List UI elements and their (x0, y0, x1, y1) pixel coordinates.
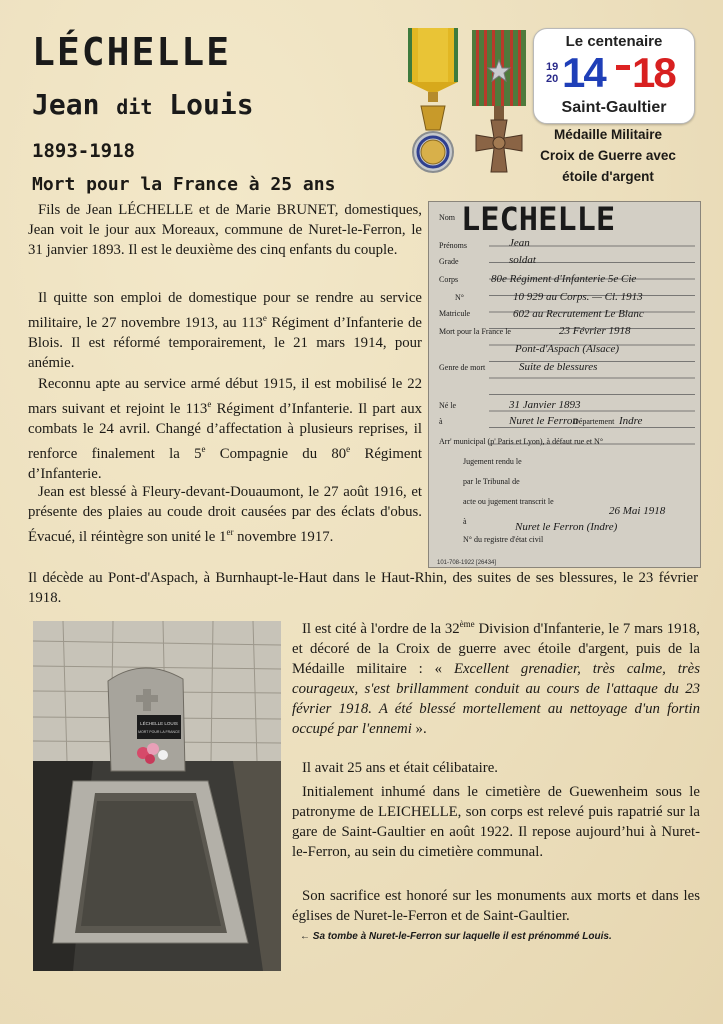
p4-text-b: novembre 1917. (233, 528, 334, 545)
p4-text-a: Jean est blessé à Fleury-devant-Douaumont, le 27 août 1916, et présente des plaies au coude droit causées par des éclats d'obus. Évacué, il réintègre son unité le 1 (28, 484, 422, 545)
card-label: Matricule (439, 309, 471, 318)
card-label: Né le (439, 401, 457, 410)
medal-caption-line1: Médaille Militaire (553, 127, 663, 142)
grave-caption: ← Sa tombe à Nuret-le-Ferron sur laquelle il est prénommé Louis. (300, 931, 612, 942)
card-name: LECHELLE (461, 202, 616, 238)
p2-text-b: Régiment d’Infanterie de Blois. Il est réformé temporairement, le 21 mars 1914, pour anémie. (28, 314, 422, 371)
p3-text-b: Régiment d’Infanterie. Il part aux combats le 24 avril. Changé d’affectation à plusieurs reprises, il renforce finalement la 5 (28, 400, 422, 462)
medaille-militaire-icon (408, 28, 458, 172)
card-handwriting: Indre (619, 415, 643, 427)
p3-text-c: Compagnie du 80 (205, 445, 347, 462)
card-handwriting: 602 au Recrutement Le Blanc (513, 308, 644, 320)
paragraph-service (28, 288, 422, 373)
card-label: Grade (439, 257, 459, 266)
card-handwriting: 26 Mai 1918 (609, 505, 666, 517)
p3-sup3: e (346, 443, 351, 454)
card-label: par le Tribunal de (463, 477, 520, 486)
citation-quote: Excellent grenadier, très calme, très courageux, s'est brillamment conduit au cours de l'attaque du 23 février 1918. A été blessé mortellement au nettoyage d'un fortin occupé par l'ennemi (292, 660, 700, 737)
surname-title: LÉCHELLE (32, 30, 232, 74)
medal-caption-line3: étoile d'argent (562, 169, 654, 184)
card-handwriting: Nuret le Ferron (Indre) (515, 521, 618, 533)
logo-bottom-text: Saint-Gaultier (561, 99, 667, 116)
p6-text-b: Division d'Infanterie, le 7 mars 1918, et décoré de la Croix de guerre avec étoile d'argent, puis de la Médaille militaire : « (292, 620, 701, 677)
card-label: N° (455, 293, 464, 302)
card-label: N° du registre d'état civil (463, 535, 544, 544)
paragraph-birth: Fils de Jean LÉCHELLE et de Marie BRUNET, domestiques, Jean voit le jour aux Moreaux, commune de Nuret-le-Ferron, le 31 janvier 1893. Il est le deuxième des cinq enfants du couple. (28, 202, 422, 258)
p6-text-a: Il est cité à l'ordre de la 32 (302, 620, 460, 637)
card-label: Mort pour la France le (439, 327, 511, 336)
life-dates: 1893-1918 (32, 140, 135, 162)
military-record-card (428, 201, 701, 568)
firstname: Jean (32, 88, 100, 121)
card-label: Prénoms (439, 241, 467, 250)
p6-sup: ème (459, 619, 475, 629)
logo-top-text: Le centenaire (565, 33, 663, 50)
p3-sup2: e (201, 443, 206, 454)
plaque-line2: MORT POUR LA FRANCE (138, 730, 180, 734)
card-handwriting: 80e Régiment d'Infanterie 5e Cie (491, 273, 637, 285)
logo-y20: 20 (546, 73, 559, 85)
logo-years (542, 49, 692, 99)
p4-sup: er (226, 527, 234, 537)
card-handwriting: soldat (509, 254, 536, 266)
logo-y14: 14 (562, 49, 605, 96)
plaque-line1: LÉCHELLE LOUIS (140, 721, 178, 726)
p2-text-a: Il quitte son emploi de domestique pour se rendre au service militaire, le 27 novembre 1913, au 113 (28, 290, 422, 331)
card-handwriting: 10 929 au Corps. — Cl. 1913 (513, 291, 643, 303)
card-label: acte ou jugement transcrit le (463, 497, 554, 506)
card-label: Jugement rendu le (463, 457, 522, 466)
croix-de-guerre-icon (472, 30, 526, 172)
record-card-image (429, 202, 700, 567)
p3-sup1: e (207, 399, 212, 409)
paragraph-wound (28, 482, 422, 547)
card-label: à (463, 517, 467, 526)
p2-sup: e (262, 313, 267, 323)
card-handwriting: Jean (509, 237, 530, 249)
card-footer-code: 101-708-1922 [26434] (437, 560, 497, 566)
paragraph-citation (292, 614, 700, 739)
paragraph-mobilisation (28, 374, 422, 484)
dit-word: dit (116, 95, 153, 119)
p3-text-d: Régiment d’Infanterie. (28, 445, 422, 482)
medal-caption-line2: Croix de Guerre avec (540, 148, 676, 163)
card-handwriting: Suite de blessures (519, 361, 598, 373)
firstname-title (32, 88, 254, 121)
paragraph-burial: Initialement inhumé dans le cimetière de Guewenheim sous le patronyme de LEICHELLE, son corps est relevé puis rapatrié sur la gare de Saint-Gaultier en août 1922. Il repose aujourd’hui à Nuret-le-Ferron, au sein du cimetière communal. (292, 784, 700, 860)
grave-photo (33, 621, 281, 971)
logo-y19: 19 (546, 61, 559, 73)
card-label: Nom (439, 213, 455, 222)
card-label: Département (573, 417, 615, 426)
p3-text-a: Reconnu apte au service armé début 1915, il est mobilisé le 22 mars suivant et rejoint le 113 (28, 376, 422, 417)
card-handwriting: Nuret le Ferron (509, 415, 578, 427)
card-label: à (439, 417, 443, 426)
card-handwriting: 31 Janvier 1893 (509, 399, 581, 411)
paragraph-death: Il décède au Pont-d'Aspach, à Burnhaupt-le-Haut dans le Haut-Rhin, des suites de ses blessures, le 23 février 1918. (28, 570, 698, 606)
medals-image (400, 26, 535, 176)
card-handwriting: 23 Février 1918 (559, 325, 631, 337)
paragraph-age: Il avait 25 ans et était célibataire. (302, 760, 498, 776)
nickname: Louis (169, 88, 254, 121)
p6-text-c: ». (411, 720, 427, 737)
card-label: Genre de mort (439, 363, 486, 372)
card-label: Arr' municipal (p' Paris et Lyon), à défaut rue et N° (439, 437, 604, 446)
card-handwriting: Pont-d'Aspach (Alsace) (515, 343, 620, 355)
logo-y18: 18 (632, 49, 675, 96)
centenaire-logo (533, 28, 695, 124)
paragraph-memorial: Son sacrifice est honoré sur les monuments aux morts et dans les églises de Nuret-le-Ferron et de Saint-Gaultier. (292, 888, 700, 924)
card-label: Corps (439, 275, 459, 284)
medals-caption (528, 124, 688, 187)
logo-dash (616, 65, 630, 70)
death-subtitle: Mort pour la France à 25 ans (32, 174, 336, 195)
